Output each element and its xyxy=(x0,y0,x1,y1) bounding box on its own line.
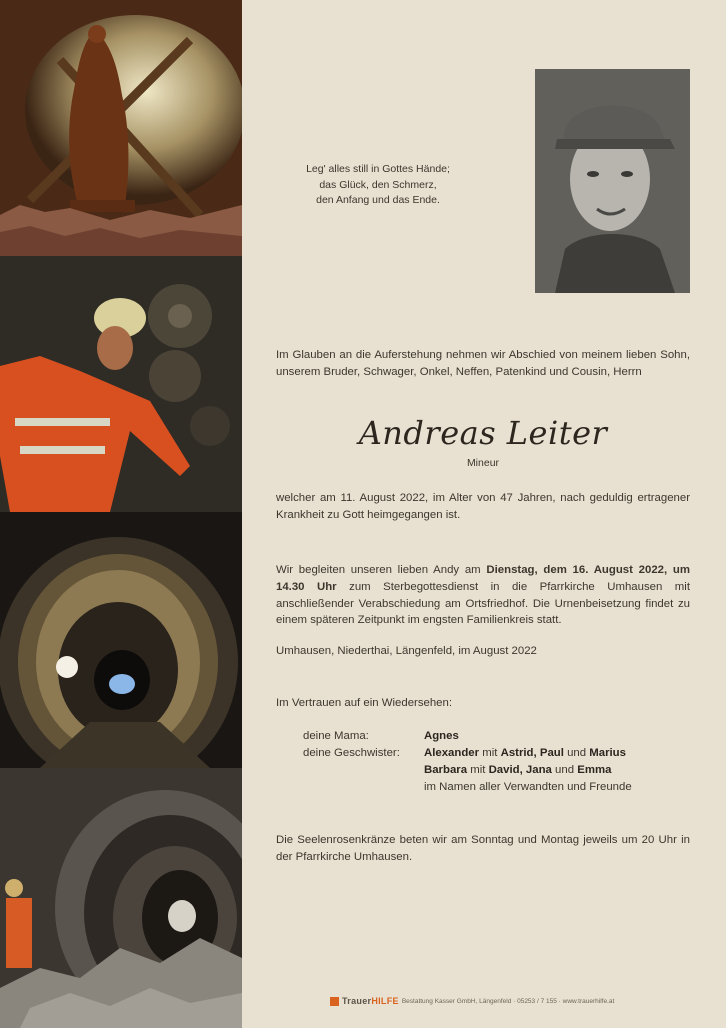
mourner-name: Emma xyxy=(577,764,612,776)
mourner-name: Astrid, Paul xyxy=(500,747,564,759)
ceremony-text: zum Sterbegottesdienst in die Pfarrkirche Umhausen mit anschließender Verabschiedung am Ortsfriedhof. Die Urnenbeisetzung findet zu einem späteren Zeitpunkt im engsten Familienkreis statt. xyxy=(276,580,690,627)
motto-line: das Glück, den Schmerz, xyxy=(319,178,437,191)
miner-at-work-photo xyxy=(0,256,242,512)
relation-label: deine Geschwister: xyxy=(303,747,400,759)
photo-strip xyxy=(0,0,242,1028)
motto-verse xyxy=(288,162,468,209)
mourner-row xyxy=(303,728,632,745)
mourner-name: Barbara xyxy=(424,764,468,776)
ceremony-paragraph xyxy=(276,562,690,629)
relation-spacer xyxy=(303,762,424,779)
logo-part: HILFE xyxy=(371,996,399,1006)
connector-text: mit xyxy=(467,764,489,776)
connector-text: mit xyxy=(479,747,501,759)
connector-text: und xyxy=(551,764,578,776)
place-date-line: Umhausen, Niederthai, Längenfeld, im August 2022 xyxy=(276,645,537,657)
mourner-row xyxy=(303,745,632,762)
relation-label: deine Mama: xyxy=(303,730,369,742)
deceased-name: Andreas Leiter xyxy=(358,414,608,452)
mourner-name: Marius xyxy=(589,747,626,759)
portrait-photo xyxy=(535,69,690,293)
mourner-name: Agnes xyxy=(424,730,459,742)
deceased-occupation: Mineur xyxy=(466,457,500,469)
mourners-list xyxy=(303,728,632,796)
rosary-paragraph: Die Seelenrosenkränze beten wir am Sonntag und Montag jeweils um 20 Uhr in der Pfarrkirche Umhausen. xyxy=(276,834,690,863)
relatives-line: im Namen aller Verwandten und Freunde xyxy=(424,781,632,793)
logo-icon xyxy=(330,997,339,1006)
motto-line: den Anfang und das Ende. xyxy=(316,194,440,206)
trust-line: Im Vertrauen auf ein Wiedersehen: xyxy=(276,697,453,709)
mourner-name: Alexander xyxy=(424,747,480,759)
logo-text xyxy=(342,996,399,1006)
madonna-statue-photo xyxy=(0,0,242,256)
passing-paragraph: welcher am 11. August 2022, im Alter von 47 Jahren, nach geduldig ertragener Krankheit zu Gott heimgegangen ist. xyxy=(276,492,690,521)
intro-paragraph: Im Glauben an die Auferstehung nehmen wir Abschied von meinem lieben Sohn, unserem Bruder, Schwager, Onkel, Neffen, Patenkind und Cousin, Herrn xyxy=(276,349,690,378)
ceremony-date: Dienstag, dem 16. August 2022, xyxy=(486,564,668,576)
mourner-row xyxy=(303,779,632,796)
relation-spacer xyxy=(303,779,424,796)
tunnel-photo xyxy=(0,512,242,768)
tunnel-rubble-photo xyxy=(0,768,242,1028)
logo-part: Trauer xyxy=(342,996,372,1006)
ceremony-text: Wir begleiten unseren lieben Andy am xyxy=(276,564,487,576)
mourner-row xyxy=(303,762,632,779)
motto-line: Leg' alles still in Gottes Hände; xyxy=(306,163,450,175)
connector-text: und xyxy=(563,747,590,759)
mourner-name: David, Jana xyxy=(488,764,552,776)
footer-info: Bestattung Kasser GmbH, Längenfeld · 05253 / 7 155 · www.trauerhilfe.at xyxy=(401,997,615,1005)
footer xyxy=(330,996,614,1006)
ceremony-time: um 14.30 Uhr xyxy=(276,564,690,593)
